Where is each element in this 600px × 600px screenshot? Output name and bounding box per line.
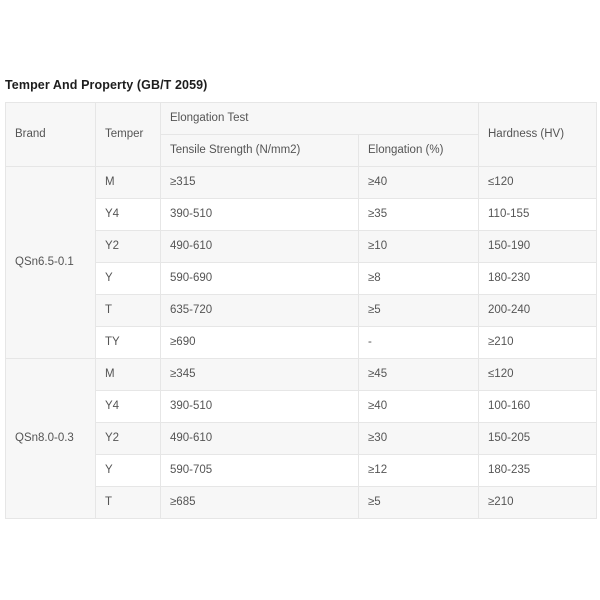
brand-cell: QSn6.5-0.1 xyxy=(6,167,96,359)
tensile-strength-cell: 590-705 xyxy=(161,455,359,487)
tensile-strength-cell: 635-720 xyxy=(161,295,359,327)
hardness-cell: 100-160 xyxy=(479,391,597,423)
tensile-strength-cell: ≥690 xyxy=(161,327,359,359)
tensile-strength-cell: ≥685 xyxy=(161,487,359,519)
column-header-elongation-test: Elongation Test xyxy=(161,103,479,135)
elongation-cell: - xyxy=(359,327,479,359)
temper-cell: Y2 xyxy=(96,231,161,263)
elongation-cell: ≥30 xyxy=(359,423,479,455)
elongation-cell: ≥10 xyxy=(359,231,479,263)
elongation-cell: ≥40 xyxy=(359,167,479,199)
elongation-cell: ≥5 xyxy=(359,487,479,519)
hardness-cell: 200-240 xyxy=(479,295,597,327)
column-header-hardness: Hardness (HV) xyxy=(479,103,597,167)
brand-cell: QSn8.0-0.3 xyxy=(6,359,96,519)
tensile-strength-cell: 490-610 xyxy=(161,231,359,263)
tensile-strength-cell: ≥345 xyxy=(161,359,359,391)
tensile-strength-cell: 390-510 xyxy=(161,391,359,423)
hardness-cell: 180-230 xyxy=(479,263,597,295)
temper-cell: Y4 xyxy=(96,391,161,423)
table-row xyxy=(6,167,597,199)
hardness-cell: ≤120 xyxy=(479,167,597,199)
hardness-cell: 150-205 xyxy=(479,423,597,455)
tensile-strength-cell: 490-610 xyxy=(161,423,359,455)
hardness-cell: ≥210 xyxy=(479,487,597,519)
table-header xyxy=(6,103,597,167)
temper-cell: TY xyxy=(96,327,161,359)
temper-cell: T xyxy=(96,295,161,327)
elongation-cell: ≥45 xyxy=(359,359,479,391)
tensile-strength-cell: ≥315 xyxy=(161,167,359,199)
temper-cell: T xyxy=(96,487,161,519)
table-body xyxy=(6,167,597,519)
hardness-cell: 110-155 xyxy=(479,199,597,231)
column-header-temper: Temper xyxy=(96,103,161,167)
table-header-row-1 xyxy=(6,103,597,135)
hardness-cell: 180-235 xyxy=(479,455,597,487)
temper-cell: M xyxy=(96,167,161,199)
column-header-elongation: Elongation (%) xyxy=(359,135,479,167)
temper-cell: M xyxy=(96,359,161,391)
temper-cell: Y xyxy=(96,455,161,487)
hardness-cell: ≥210 xyxy=(479,327,597,359)
temper-and-property-table xyxy=(5,102,597,519)
temper-cell: Y2 xyxy=(96,423,161,455)
elongation-cell: ≥8 xyxy=(359,263,479,295)
page-title: Temper And Property (GB/T 2059) xyxy=(5,78,208,92)
elongation-cell: ≥12 xyxy=(359,455,479,487)
tensile-strength-cell: 590-690 xyxy=(161,263,359,295)
column-header-brand: Brand xyxy=(6,103,96,167)
spec-table-container xyxy=(5,102,596,519)
hardness-cell: ≤120 xyxy=(479,359,597,391)
tensile-strength-cell: 390-510 xyxy=(161,199,359,231)
column-header-tensile-strength: Tensile Strength (N/mm2) xyxy=(161,135,359,167)
temper-cell: Y4 xyxy=(96,199,161,231)
elongation-cell: ≥5 xyxy=(359,295,479,327)
table-row xyxy=(6,359,597,391)
hardness-cell: 150-190 xyxy=(479,231,597,263)
elongation-cell: ≥35 xyxy=(359,199,479,231)
temper-cell: Y xyxy=(96,263,161,295)
elongation-cell: ≥40 xyxy=(359,391,479,423)
